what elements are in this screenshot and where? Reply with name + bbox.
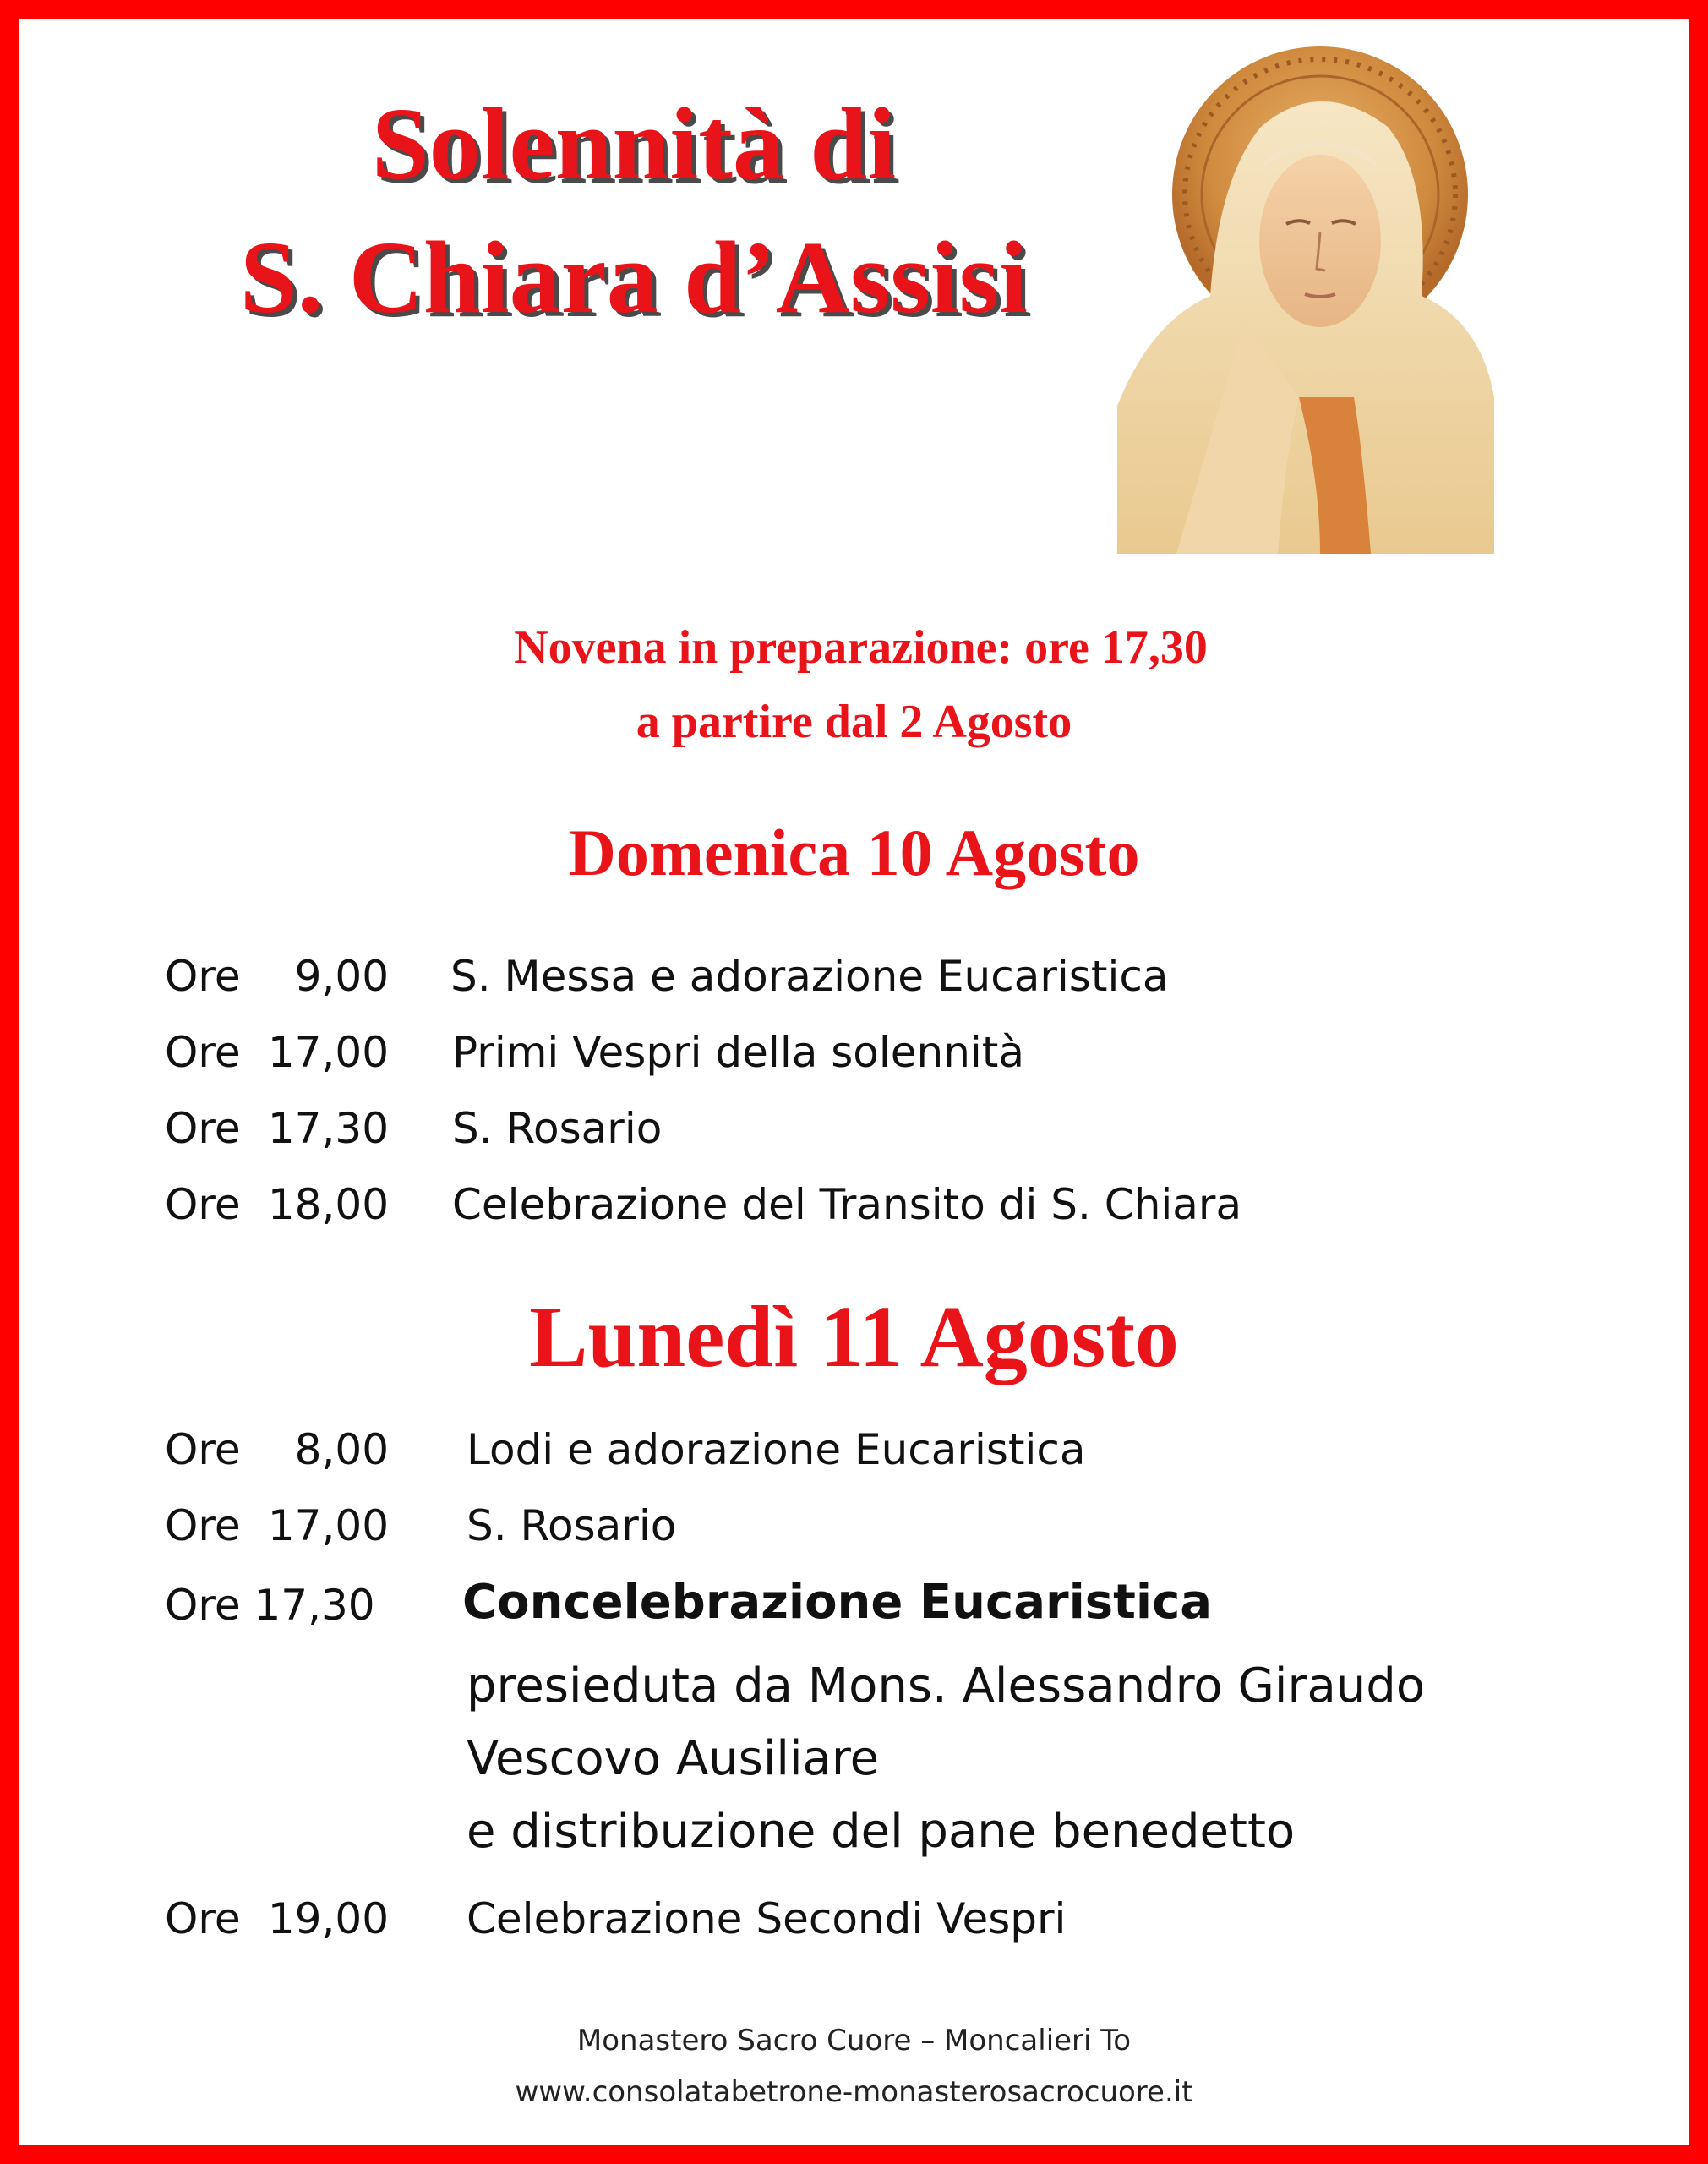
footer-website: www.consolatabetrone-monasterosacrocuore.it: [515, 2075, 1193, 2109]
event-detail: e distribuzione del pane benedetto: [467, 1804, 1296, 1859]
event-time: 17,30: [267, 1104, 389, 1153]
novena-line-2: a partire dal 2 Agosto: [636, 696, 1072, 748]
event-description: Celebrazione del Transito di S. Chiara: [452, 1180, 1242, 1229]
ore-label: Ore: [165, 1028, 241, 1077]
ore-label: Ore: [165, 1894, 241, 1943]
ore-label: Ore: [165, 952, 241, 1001]
event-description: S. Rosario: [467, 1501, 677, 1550]
ore-label: Ore: [165, 1104, 241, 1153]
event-time: 17,00: [267, 1501, 389, 1550]
event-time: 9,00: [294, 952, 389, 1001]
event-time: 17,00: [267, 1028, 389, 1077]
event-detail: Vescovo Ausiliare: [467, 1731, 880, 1786]
ore-time-label: Ore 17,30: [165, 1581, 375, 1630]
event-description: Celebrazione Secondi Vespri: [467, 1894, 1067, 1943]
ore-label: Ore: [165, 1501, 241, 1550]
event-detail: presieduta da Mons. Alessandro Giraudo: [467, 1659, 1426, 1713]
event-description: Concelebrazione Eucaristica: [462, 1575, 1213, 1630]
title-line-1: Solennità di: [371, 87, 897, 201]
event-description: Lodi e adorazione Eucaristica: [467, 1425, 1086, 1474]
day-heading-monday: Lunedì 11 Agosto: [529, 1288, 1179, 1385]
novena-line-1: Novena in preparazione: ore 17,30: [514, 621, 1208, 674]
event-description: Primi Vespri della solennità: [452, 1028, 1025, 1077]
event-description: S. Rosario: [452, 1104, 663, 1153]
event-description: S. Messa e adorazione Eucaristica: [450, 952, 1169, 1001]
title-line-2: S. Chiara d’Assisi: [239, 221, 1029, 335]
day-heading-sunday: Domenica 10 Agosto: [568, 816, 1140, 889]
ore-label: Ore: [165, 1180, 241, 1229]
event-time: 18,00: [267, 1180, 389, 1229]
event-time: 8,00: [294, 1425, 389, 1474]
footer-monastery: Monastero Sacro Cuore – Moncalieri To: [576, 2024, 1132, 2057]
ore-label: Ore: [165, 1425, 241, 1474]
event-time: 19,00: [267, 1894, 389, 1943]
saint-clare-portrait-image: [1117, 42, 1494, 554]
